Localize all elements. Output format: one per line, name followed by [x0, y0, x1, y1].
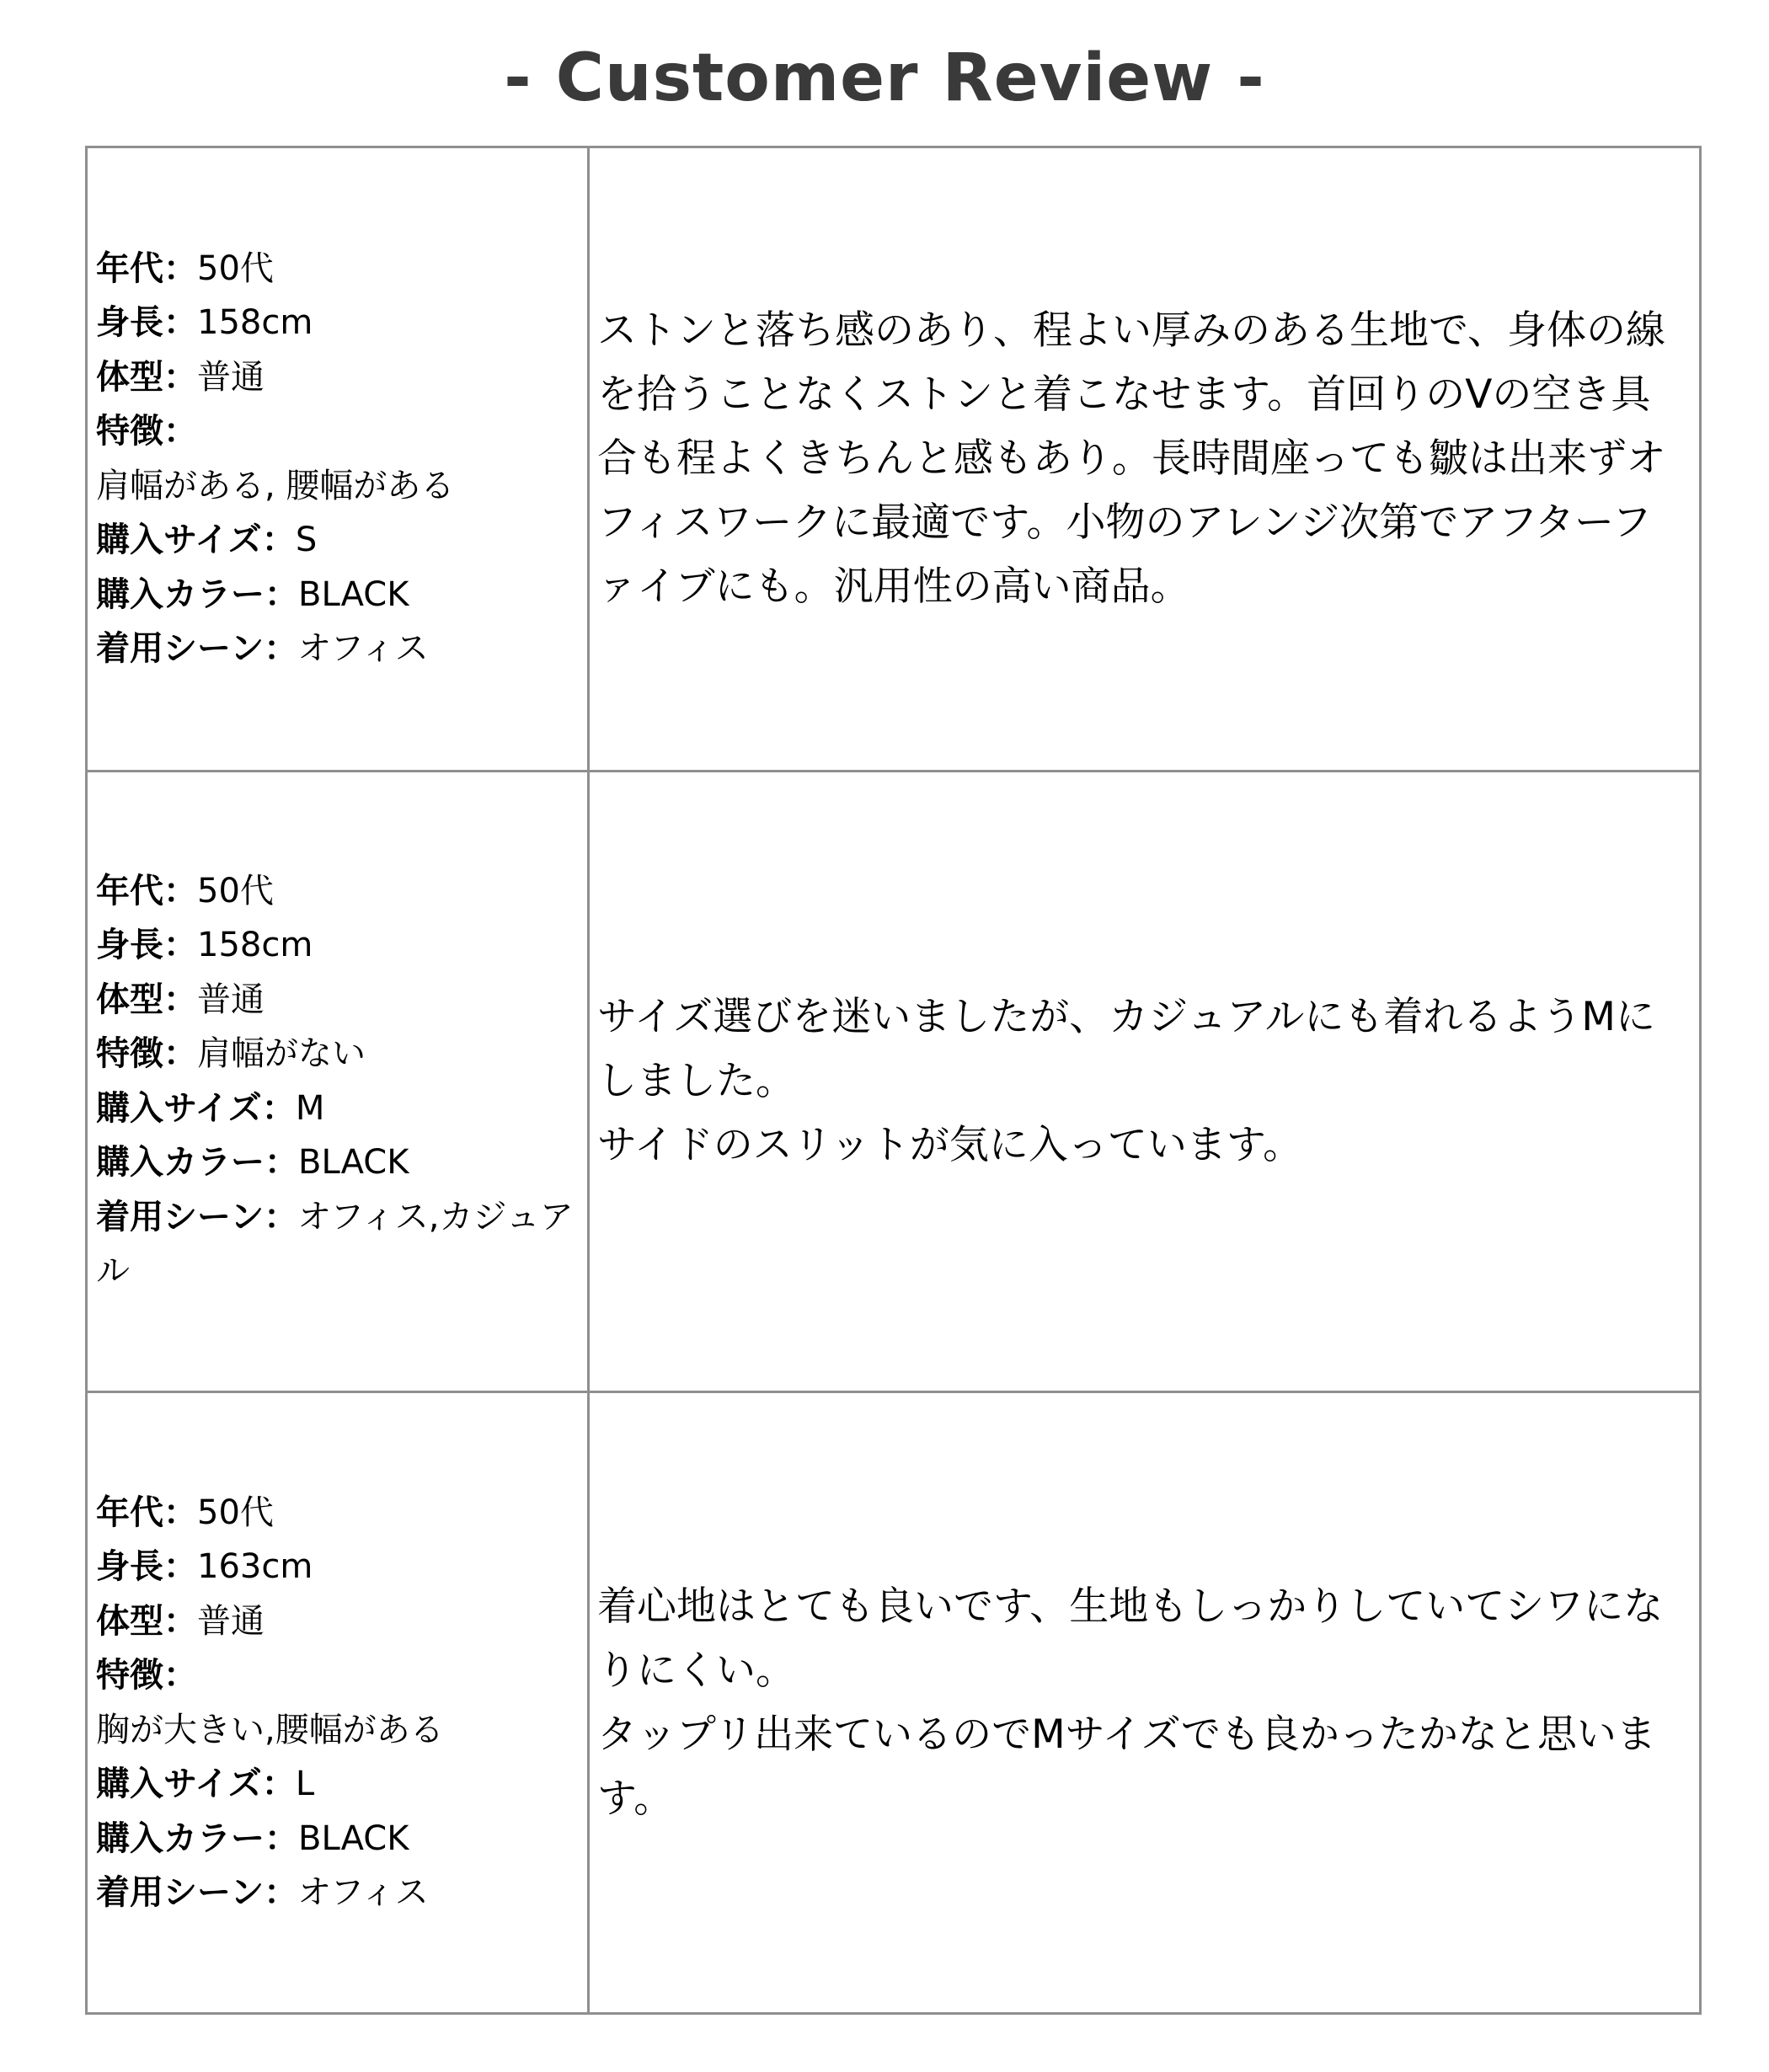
- height-line: [96, 918, 579, 973]
- review-comment: [590, 770, 1699, 1391]
- age-line: [96, 864, 579, 919]
- body-type-label: 体型：: [96, 980, 197, 1019]
- age-line: [96, 242, 579, 296]
- color-value: BLACK: [298, 1818, 409, 1858]
- age-label: 年代：: [96, 248, 197, 288]
- age-line: [96, 1486, 579, 1541]
- color-line: [96, 568, 579, 622]
- size-value: M: [295, 1088, 325, 1128]
- body-type-line: [96, 973, 579, 1028]
- height-line: [96, 296, 579, 350]
- size-label: 購入サイズ：: [96, 521, 296, 560]
- features-label-line: [96, 1648, 579, 1703]
- scene-line: [96, 1190, 579, 1299]
- comment-paragraph: タップリ出来ているのでMサイズでも良かったかなと思います。: [597, 1711, 1656, 1822]
- body-type-value: 普通: [197, 1601, 265, 1641]
- features-label-line: [96, 404, 579, 459]
- height-label: 身長：: [96, 303, 197, 343]
- color-label: 購入カラー：: [96, 1143, 298, 1183]
- body-type-value: 普通: [197, 980, 265, 1019]
- page-title: - Customer Review -: [504, 40, 1265, 116]
- size-line: [96, 1081, 579, 1136]
- size-label: 購入サイズ：: [96, 1088, 296, 1128]
- comment-paragraph: サイズ選びを迷いましたが、カジュアルにも着れるようMにしました。: [597, 993, 1655, 1104]
- body-type-line: [96, 1594, 579, 1649]
- size-value: L: [295, 1765, 315, 1804]
- age-label: 年代：: [96, 1493, 197, 1532]
- features-label: 特徴：: [96, 1034, 197, 1074]
- features-line: [96, 1027, 579, 1081]
- review-comment: [590, 148, 1699, 770]
- size-line: [96, 1757, 579, 1812]
- comment-paragraph: サイドのスリットが気に入っています。: [597, 1121, 1303, 1168]
- size-line: [96, 513, 579, 568]
- features-value: 肩幅がある, 腰幅がある: [96, 466, 455, 505]
- features-label: 特徴：: [96, 412, 197, 451]
- scene-label: 着用シーン：: [96, 1197, 298, 1236]
- features-value: 肩幅がない: [197, 1034, 366, 1074]
- scene-label: 着用シーン：: [96, 1873, 298, 1913]
- height-label: 身長：: [96, 926, 197, 965]
- color-line: [96, 1135, 579, 1190]
- review-table: [85, 146, 1702, 2015]
- color-label: 購入カラー：: [96, 574, 298, 614]
- color-label: 購入カラー：: [96, 1818, 298, 1858]
- reviewer-info: [88, 148, 590, 770]
- scene-line: [96, 622, 579, 676]
- height-value: 158cm: [197, 926, 313, 965]
- color-value: BLACK: [298, 574, 409, 614]
- color-value: BLACK: [298, 1143, 409, 1183]
- age-value: 50代: [197, 871, 274, 911]
- age-label: 年代：: [96, 871, 197, 911]
- body-type-value: 普通: [197, 357, 265, 397]
- comment-paragraph: 着心地はとても良いです、生地もしっかりしていてシワになりにくい。: [597, 1583, 1664, 1694]
- age-value: 50代: [197, 1493, 274, 1532]
- body-type-label: 体型：: [96, 1601, 197, 1641]
- height-value: 163cm: [197, 1547, 313, 1587]
- scene-value: オフィス,カジュアル: [96, 1197, 574, 1291]
- comment-paragraph: ストンと落ち感のあり、程よい厚みのある生地で、身体の線を拾うことなくストンと着こなせます。首回りのVの空き具合も程よくきちんと感もあり。長時間座っても皺は出来ずオフィスワークに最適です。小物のアレンジ次第でアフターファイブにも。汎用性の高い商品。: [597, 307, 1666, 610]
- features-label: 特徴：: [96, 1656, 197, 1696]
- review-comment: [590, 1391, 1699, 2012]
- color-line: [96, 1812, 579, 1866]
- body-type-label: 体型：: [96, 357, 197, 397]
- scene-label: 着用シーン：: [96, 629, 298, 669]
- scene-line: [96, 1866, 579, 1920]
- body-type-line: [96, 350, 579, 405]
- features-value: 胸が大きい,腰幅がある: [96, 1710, 444, 1749]
- size-value: S: [295, 521, 318, 560]
- scene-value: オフィス: [297, 629, 429, 669]
- reviewer-info: [88, 1391, 590, 2012]
- height-line: [96, 1540, 579, 1594]
- reviewer-info: [88, 770, 590, 1391]
- size-label: 購入サイズ：: [96, 1765, 296, 1804]
- height-value: 158cm: [197, 303, 313, 343]
- age-value: 50代: [197, 248, 274, 288]
- height-label: 身長：: [96, 1547, 197, 1587]
- scene-value: オフィス: [297, 1873, 429, 1913]
